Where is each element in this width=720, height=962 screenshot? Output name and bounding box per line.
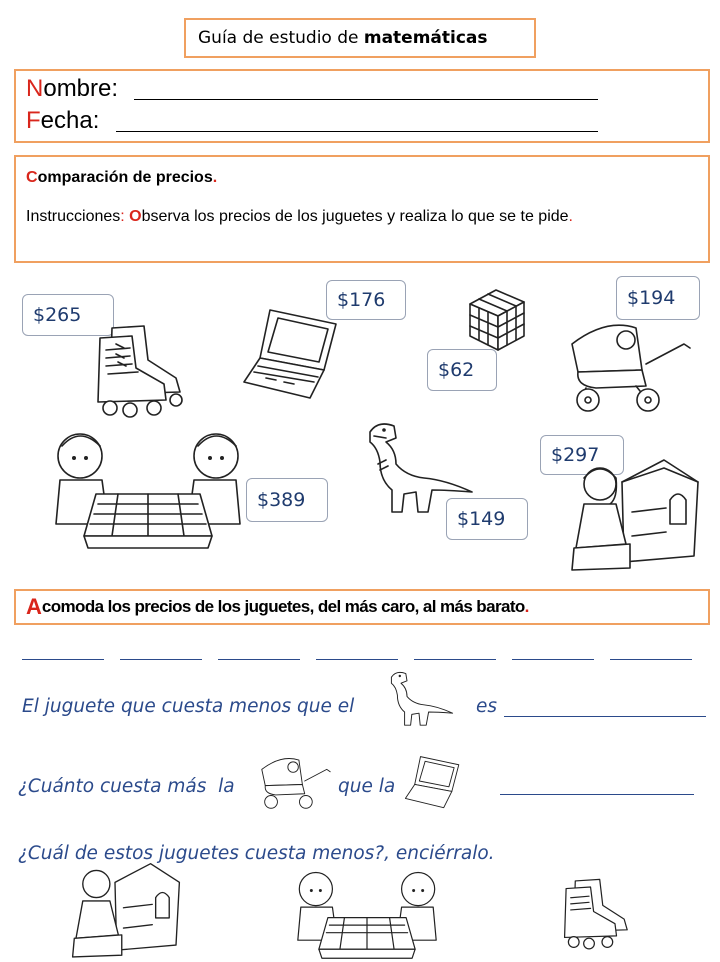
date-initial: F xyxy=(26,107,41,134)
section-title-initial: C xyxy=(26,169,38,186)
price-tag-dollhouse: $297 xyxy=(540,435,624,475)
dino-image xyxy=(366,420,476,520)
option-skates-image[interactable] xyxy=(560,874,644,952)
question-2-laptop-icon xyxy=(402,752,468,810)
instructions-text xyxy=(26,207,678,226)
name-field[interactable] xyxy=(134,99,598,100)
option-dollhouse-image[interactable] xyxy=(70,862,182,962)
question-1-answer[interactable] xyxy=(504,716,706,717)
sort-text: comoda los precios de los juguetes, del más caro, al más barato xyxy=(41,597,525,616)
section-title xyxy=(26,169,217,187)
question-2-stroller-icon xyxy=(258,752,334,810)
order-blank-7[interactable] xyxy=(610,659,692,660)
order-blank-1[interactable] xyxy=(22,659,104,660)
question-1-text: El juguete que cuesta menos que el xyxy=(22,696,355,717)
price-tag-skates: $265 xyxy=(22,294,114,336)
order-blank-5[interactable] xyxy=(414,659,496,660)
question-2-mid: que la xyxy=(338,776,396,797)
name-label: ombre: xyxy=(43,75,119,102)
section-title-period: . xyxy=(212,169,218,186)
title-prefix: Guía de estudio de xyxy=(198,28,364,48)
name-line xyxy=(26,75,118,103)
laptop-image xyxy=(240,302,350,402)
question-1-suffix: es xyxy=(476,696,498,717)
price-tag-cube: $62 xyxy=(427,349,497,391)
sort-initial: A xyxy=(26,594,42,619)
price-tag-stroller: $194 xyxy=(616,276,700,320)
order-blank-2[interactable] xyxy=(120,659,202,660)
instructions-label: Instrucciones xyxy=(26,208,121,225)
cube-image xyxy=(462,284,532,354)
price-tag-laptop: $176 xyxy=(326,280,406,320)
question-2-answer[interactable] xyxy=(500,794,694,795)
order-blank-6[interactable] xyxy=(512,659,594,660)
sort-instruction-box xyxy=(14,589,710,625)
title-box xyxy=(184,18,536,58)
skates-image xyxy=(92,320,202,420)
question-3-text: ¿Cuál de estos juguetes cuesta menos?, enciérralo. xyxy=(18,843,495,864)
name-date-box xyxy=(14,69,710,143)
order-blank-4[interactable] xyxy=(316,659,398,660)
instructions-period: . xyxy=(568,208,573,225)
name-initial: N xyxy=(26,75,44,102)
date-line xyxy=(26,107,99,135)
dollhouse-image xyxy=(570,458,700,576)
date-field[interactable] xyxy=(116,131,598,132)
instructions-colon: : xyxy=(120,208,125,225)
order-blank-3[interactable] xyxy=(218,659,300,660)
question-2-text: ¿Cuánto cuesta más la xyxy=(18,776,235,797)
question-1-dino-icon xyxy=(382,670,462,730)
instructions-initial: O xyxy=(129,208,142,225)
stroller-image xyxy=(566,314,696,414)
price-tag-foosball: $389 xyxy=(246,478,328,522)
section-title-text: omparación de precios xyxy=(37,169,213,186)
instructions-body: bserva los precios de los juguetes y realiza lo que se te pide xyxy=(141,208,569,225)
option-foosball-image[interactable] xyxy=(284,868,450,962)
sort-period: . xyxy=(524,597,530,616)
price-tag-dino: $149 xyxy=(446,498,528,540)
instructions-box xyxy=(14,155,710,263)
date-label: echa: xyxy=(40,107,100,134)
foosball-image xyxy=(48,428,248,553)
title-bold: matemáticas xyxy=(363,28,488,48)
